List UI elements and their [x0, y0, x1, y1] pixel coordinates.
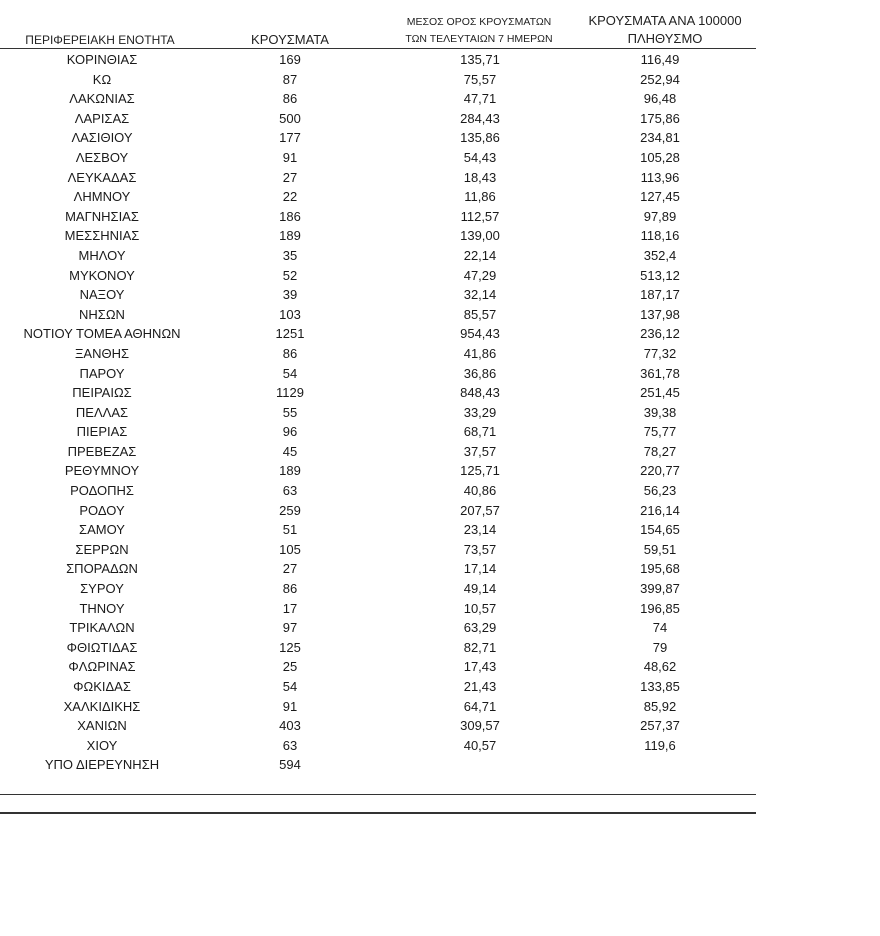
cell-per-100k: 75,77 [643, 424, 677, 440]
cell-region: ΜΗΛΟΥ [78, 247, 126, 263]
cell-7day-average: 10,57 [463, 600, 497, 616]
cell-region: ΧΑΛΚΙΔΙΚΗΣ [63, 698, 141, 714]
cell-per-100k: 118,16 [640, 228, 680, 244]
cell-region: ΥΠΟ ΔΙΕΡΕΥΝΗΣΗ [44, 757, 160, 773]
cell-region: ΜΑΓΝΗΣΙΑΣ [65, 208, 139, 224]
table-row [0, 128, 760, 148]
cell-cases: 500 [279, 110, 301, 126]
cell-7day-average: 32,14 [463, 287, 497, 303]
cell-region: ΣΑΜΟΥ [79, 522, 125, 538]
table-row [0, 736, 760, 756]
table-row [0, 89, 760, 109]
header-avg-line1: ΜΕΣΟΣ ΟΡΟΣ ΚΡΟΥΣΜΑΤΩΝ [406, 16, 552, 28]
cell-region: ΛΗΜΝΟΥ [73, 189, 131, 205]
cell-per-100k: 59,51 [643, 541, 677, 557]
table-row [0, 618, 760, 638]
cell-7day-average: 17,14 [463, 561, 497, 577]
table-row [0, 324, 760, 344]
cell-cases: 169 [279, 52, 301, 67]
cell-cases: 403 [279, 718, 301, 734]
header-cases: ΚΡΟΥΣΜΑΤΑ [251, 32, 329, 47]
table-row [0, 638, 760, 658]
cell-7day-average: 135,71 [460, 52, 500, 67]
header-avg-line2: ΤΩΝ ΤΕΛΕΥΤΑΙΩΝ 7 ΗΜΕΡΩΝ [405, 33, 553, 45]
table-row [0, 559, 760, 579]
cell-7day-average: 22,14 [463, 247, 497, 263]
cell-7day-average: 82,71 [463, 639, 497, 655]
cell-7day-average: 47,71 [463, 91, 497, 107]
cell-per-100k: 234,81 [640, 130, 680, 146]
cell-cases: 96 [282, 424, 298, 440]
cell-region: ΡΟΔΟΥ [79, 502, 125, 518]
table-row [0, 344, 760, 364]
cell-per-100k: 187,17 [640, 287, 680, 303]
cell-region: ΣΥΡΟΥ [80, 581, 124, 597]
cell-per-100k: 85,92 [643, 698, 677, 714]
cell-per-100k: 127,45 [640, 189, 680, 205]
cell-region: ΠΑΡΟΥ [79, 365, 125, 381]
cell-region: ΛΑΣΙΘΙΟΥ [71, 130, 133, 146]
cell-per-100k: 257,37 [640, 718, 680, 734]
table-row [0, 657, 760, 677]
cell-per-100k: 251,45 [640, 385, 680, 401]
cell-per-100k: 399,87 [640, 581, 680, 597]
cell-7day-average: 125,71 [460, 463, 500, 479]
cell-per-100k: 175,86 [640, 110, 680, 126]
cell-region: ΧΑΝΙΩΝ [77, 718, 127, 734]
cell-cases: 39 [282, 287, 298, 303]
cell-cases: 51 [282, 522, 298, 538]
cell-region: ΦΘΙΩΤΙΔΑΣ [66, 639, 138, 655]
cell-cases: 27 [282, 561, 298, 577]
cell-per-100k: 196,85 [640, 600, 680, 616]
table-row [0, 266, 760, 286]
table-row [0, 579, 760, 599]
cell-per-100k: 48,62 [643, 659, 677, 675]
cell-per-100k: 352,4 [643, 247, 677, 263]
cell-per-100k: 137,98 [640, 306, 680, 322]
table-row [0, 677, 760, 697]
cell-region: ΡΕΘΥΜΝΟΥ [64, 463, 140, 479]
cell-cases: 86 [282, 91, 298, 107]
cell-region: ΡΟΔΟΠΗΣ [70, 483, 134, 499]
cell-region: ΛΕΥΚΑΔΑΣ [67, 169, 137, 185]
cell-cases: 52 [282, 267, 298, 283]
cell-cases: 97 [282, 620, 298, 636]
cell-region: ΜΥΚΟΝΟΥ [69, 267, 135, 283]
cell-region: ΞΑΝΘΗΣ [74, 345, 130, 361]
cell-7day-average: 23,14 [463, 522, 497, 538]
cell-region: ΣΠΟΡΑΔΩΝ [66, 561, 138, 577]
cell-7day-average: 40,57 [463, 737, 497, 753]
header-region: ΠΕΡΙΦΕΡΕΙΑΚΗ ΕΝΟΤΗΤΑ [25, 33, 175, 47]
cell-cases: 186 [279, 208, 301, 224]
header-cases-per-100k [570, 12, 760, 48]
cell-per-100k: 236,12 [640, 326, 680, 342]
cell-region: ΠΙΕΡΙΑΣ [76, 424, 128, 440]
cell-per-100k: 105,28 [640, 149, 680, 165]
cell-7day-average: 49,14 [463, 581, 497, 597]
cell-7day-average: 135,86 [460, 130, 500, 146]
cell-region: ΣΕΡΡΩΝ [75, 541, 129, 557]
cell-7day-average: 64,71 [463, 698, 497, 714]
cell-per-100k: 216,14 [640, 502, 680, 518]
cell-7day-average: 37,57 [463, 443, 497, 459]
cell-per-100k: 79 [652, 639, 668, 655]
cell-region: ΠΕΙΡΑΙΩΣ [72, 385, 132, 401]
cell-cases: 22 [282, 189, 298, 205]
header-divider [0, 48, 756, 49]
cell-cases: 35 [282, 247, 298, 263]
cell-cases: 86 [282, 581, 298, 597]
table-row [0, 599, 760, 619]
cell-cases: 91 [282, 149, 298, 165]
cell-cases: 63 [282, 737, 298, 753]
cell-cases: 55 [282, 404, 298, 420]
table-row [0, 109, 760, 129]
cell-7day-average: 848,43 [460, 385, 500, 401]
cell-region: ΝΑΞΟΥ [79, 287, 125, 303]
table-row [0, 364, 760, 384]
cell-cases: 86 [282, 345, 298, 361]
cell-region: ΠΕΛΛΑΣ [75, 404, 129, 420]
table-row [0, 755, 760, 775]
cell-cases: 63 [282, 483, 298, 499]
cell-7day-average: 40,86 [463, 483, 497, 499]
cell-per-100k: 119,6 [644, 737, 676, 753]
cell-cases: 17 [282, 600, 298, 616]
table-row [0, 461, 760, 481]
header-per-line2: ΠΛΗΘΥΣΜΟ [627, 31, 703, 46]
cell-7day-average: 54,43 [463, 149, 497, 165]
cell-region: ΝΟΤΙΟΥ ΤΟΜΕΑ ΑΘΗΝΩΝ [23, 326, 181, 342]
cell-7day-average: 68,71 [463, 424, 497, 440]
cell-cases: 189 [279, 463, 301, 479]
cell-cases: 45 [282, 443, 298, 459]
cell-cases: 27 [282, 169, 298, 185]
cell-7day-average: 75,57 [463, 71, 497, 87]
cell-per-100k: 96,48 [643, 91, 677, 107]
cell-region: ΚΩ [92, 71, 112, 87]
cell-cases: 25 [282, 659, 298, 675]
table-row [0, 207, 760, 227]
cell-per-100k: 77,32 [643, 345, 677, 361]
cell-cases: 594 [279, 757, 301, 773]
cell-cases: 87 [282, 71, 298, 87]
table-row [0, 716, 760, 736]
table-body [0, 50, 760, 775]
cell-per-100k: 39,38 [643, 404, 677, 420]
cell-region: ΝΗΣΩΝ [79, 306, 125, 322]
cell-cases: 54 [282, 365, 298, 381]
table-row [0, 70, 760, 90]
cell-7day-average: 47,29 [463, 267, 497, 283]
cell-region: ΦΩΚΙΔΑΣ [73, 679, 131, 694]
cell-cases: 189 [279, 228, 301, 244]
cell-region: ΤΡΙΚΑΛΩΝ [69, 620, 135, 636]
footer-divider-top [0, 794, 756, 795]
cell-cases: 91 [282, 698, 298, 714]
cell-region: ΛΕΣΒΟΥ [75, 149, 129, 165]
cell-7day-average: 33,29 [463, 404, 497, 420]
table-row [0, 403, 760, 423]
cell-region: ΦΛΩΡΙΝΑΣ [68, 659, 136, 675]
table-row [0, 187, 760, 207]
cell-per-100k: 154,65 [640, 522, 680, 538]
cell-region: ΚΟΡΙΝΘΙΑΣ [66, 52, 138, 67]
table-row [0, 540, 760, 560]
cell-region: ΛΑΚΩΝΙΑΣ [69, 91, 135, 107]
cell-7day-average: 18,43 [463, 169, 497, 185]
cell-region: ΤΗΝΟΥ [79, 600, 125, 616]
cell-region: ΜΕΣΣΗΝΙΑΣ [64, 228, 140, 244]
cell-cases: 1251 [275, 326, 305, 342]
cell-per-100k: 113,96 [640, 169, 680, 185]
cell-region: ΠΡΕΒΕΖΑΣ [67, 443, 137, 459]
cell-cases: 125 [279, 639, 301, 655]
cell-region: ΛΑΡΙΣΑΣ [74, 110, 130, 126]
cell-cases: 103 [279, 306, 301, 322]
cell-cases: 177 [279, 130, 301, 146]
cell-7day-average: 207,57 [460, 502, 500, 518]
cell-per-100k: 97,89 [643, 208, 677, 224]
cell-per-100k: 74 [652, 620, 668, 636]
cell-7day-average: 21,43 [463, 679, 497, 694]
table-row [0, 422, 760, 442]
table-row [0, 246, 760, 266]
cell-7day-average: 17,43 [463, 659, 497, 675]
cell-7day-average: 11,86 [464, 189, 496, 205]
cell-cases: 259 [279, 502, 301, 518]
cell-per-100k: 361,78 [640, 365, 680, 381]
table-row [0, 285, 760, 305]
cell-7day-average: 309,57 [460, 718, 500, 734]
table-row [0, 383, 760, 403]
cell-7day-average: 139,00 [460, 228, 500, 244]
cell-cases: 105 [279, 541, 301, 557]
table-row [0, 697, 760, 717]
cell-7day-average: 85,57 [463, 306, 497, 322]
table-row [0, 501, 760, 521]
cell-per-100k: 78,27 [643, 443, 677, 459]
cell-7day-average: 73,57 [463, 541, 497, 557]
cell-7day-average: 284,43 [460, 110, 500, 126]
cell-region: ΧΙΟΥ [86, 737, 118, 753]
header-per-line1: ΚΡΟΥΣΜΑΤΑ ΑΝΑ 100000 [588, 13, 742, 28]
cell-7day-average: 63,29 [463, 620, 497, 636]
cell-per-100k: 195,68 [640, 561, 680, 577]
cell-per-100k: 220,77 [640, 463, 680, 479]
cell-per-100k: 252,94 [640, 71, 680, 87]
cell-cases: 54 [282, 679, 298, 694]
table-row [0, 481, 760, 501]
footer-divider-bottom [0, 812, 756, 814]
table-row [0, 148, 760, 168]
table-row [0, 226, 760, 246]
table-row [0, 168, 760, 188]
table-row [0, 50, 760, 70]
cell-7day-average: 41,86 [463, 345, 497, 361]
cell-7day-average: 112,57 [460, 208, 500, 224]
table-row [0, 442, 760, 462]
table-row [0, 520, 760, 540]
cell-cases: 1129 [276, 385, 304, 401]
cell-per-100k: 133,85 [640, 679, 680, 694]
cell-per-100k: 513,12 [640, 267, 680, 283]
table-row [0, 305, 760, 325]
header-7day-average [384, 14, 574, 48]
cell-per-100k: 56,23 [643, 483, 677, 499]
cell-7day-average: 36,86 [463, 365, 497, 381]
cell-per-100k: 116,49 [640, 52, 680, 67]
cell-7day-average: 954,43 [460, 326, 500, 342]
